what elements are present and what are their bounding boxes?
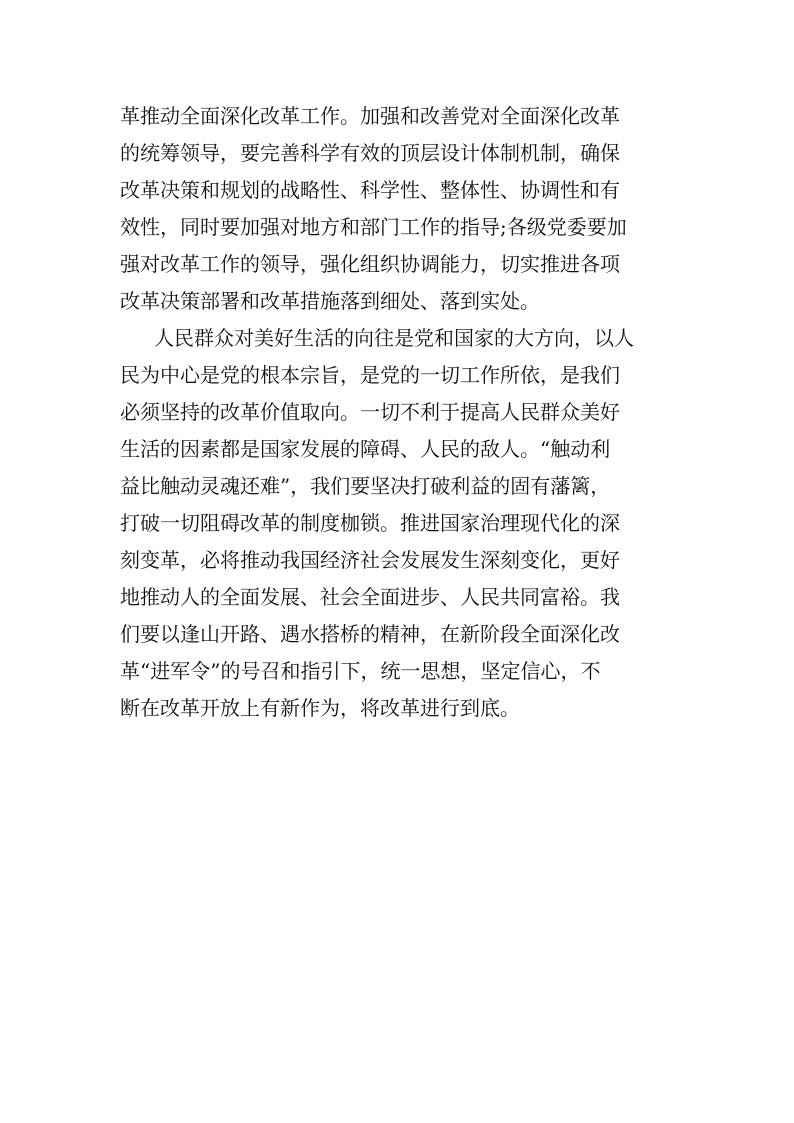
paragraph-line: 打破一切阻碍改革的制度枷锁。推进国家治理现代化的深 (120, 511, 620, 535)
paragraph-line: 人民群众对美好生活的向往是党和国家的大方向，以人 (154, 326, 634, 350)
document-body (120, 98, 680, 727)
paragraph-line: 改革决策和规划的战略性、科学性、整体性、协调性和有 (120, 178, 620, 202)
paragraph-line: 们要以逢山开路、遇水搭桥的精神，在新阶段全面深化改 (120, 622, 620, 646)
paragraph-line: 必须坚持的改革价值取向。一切不利于提高人民群众美好 (120, 400, 620, 424)
paragraph-line: 改革决策部署和改革措施落到细处、落到实处。 (120, 289, 540, 313)
paragraph-line: 地推动人的全面发展、社会全面进步、人民共同富裕。我 (120, 585, 620, 609)
paragraph-line: 刻变革，必将推动我国经济社会发展发生深刻变化，更好 (120, 548, 620, 572)
paragraph-line: 生活的因素都是国家发展的障碍、人民的敌人。“触动利 (120, 437, 611, 461)
paragraph-line: 革推动全面深化改革工作。加强和改善党对全面深化改革 (120, 104, 620, 128)
paragraph-line: 效性，同时要加强对地方和部门工作的指导;各级党委要加 (120, 215, 627, 239)
paragraph-2 (120, 320, 680, 727)
paragraph-line: 革“进军令”的号召和指引下，统一思想，坚定信心，不 (120, 659, 601, 683)
paragraph-line: 的统筹领导，要完善科学有效的顶层设计体制机制，确保 (120, 141, 620, 165)
paragraph-line: 益比触动灵魂还难”，我们要坚决打破利益的固有藩篱， (120, 474, 611, 498)
paragraph-line: 强对改革工作的领导，强化组织协调能力，切实推进各项 (120, 252, 620, 276)
paragraph-line: 断在改革开放上有新作为，将改革进行到底。 (120, 696, 520, 720)
paragraph-line: 民为中心是党的根本宗旨，是党的一切工作所依，是我们 (120, 363, 620, 387)
paragraph-1 (120, 98, 680, 320)
